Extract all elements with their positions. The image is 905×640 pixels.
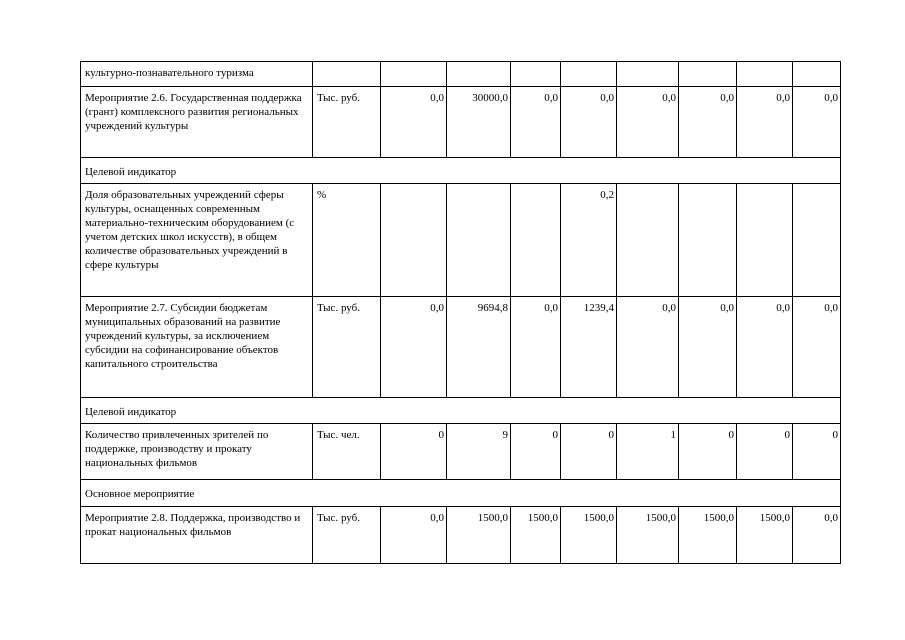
section-row — [81, 398, 841, 424]
value-cell: 0 — [679, 424, 737, 480]
value-cell: 1500,0 — [679, 507, 737, 564]
table-row — [81, 62, 841, 87]
section-label: Основное мероприятие — [81, 480, 841, 507]
value-cell — [793, 184, 841, 297]
table-row — [81, 424, 841, 480]
table-row — [81, 507, 841, 564]
value-cell — [511, 184, 561, 297]
value-cell: 0,0 — [793, 87, 841, 158]
unit-cell: Тыс. руб. — [313, 507, 381, 564]
value-cell: 0,0 — [793, 507, 841, 564]
value-cell: 0,0 — [679, 297, 737, 398]
value-cell: 0,0 — [737, 87, 793, 158]
value-cell: 1500,0 — [511, 507, 561, 564]
value-cell — [737, 184, 793, 297]
value-cell: 0,0 — [381, 297, 447, 398]
row-name-cell: Мероприятие 2.8. Поддержка, производство и прокат национальных фильмов — [81, 507, 313, 564]
unit-cell: Тыс. руб. — [313, 297, 381, 398]
value-cell: 0 — [561, 424, 617, 480]
row-name-cell: Количество привлеченных зрителей по поддержке, производству и прокату национальных фильмов — [81, 424, 313, 480]
value-cell: 30000,0 — [447, 87, 511, 158]
value-cell — [617, 184, 679, 297]
value-cell: 0,0 — [617, 87, 679, 158]
value-cell — [511, 62, 561, 87]
value-cell: 1500,0 — [737, 507, 793, 564]
value-cell: 1500,0 — [447, 507, 511, 564]
value-cell: 0,0 — [679, 87, 737, 158]
value-cell: 0 — [737, 424, 793, 480]
value-cell: 0,0 — [561, 87, 617, 158]
value-cell — [381, 62, 447, 87]
unit-cell: Тыс. чел. — [313, 424, 381, 480]
unit-cell: % — [313, 184, 381, 297]
table-row — [81, 87, 841, 158]
value-cell: 0 — [793, 424, 841, 480]
value-cell: 0,0 — [381, 87, 447, 158]
value-cell — [793, 62, 841, 87]
section-row — [81, 480, 841, 507]
value-cell — [561, 62, 617, 87]
value-cell: 0 — [381, 424, 447, 480]
value-cell: 1 — [617, 424, 679, 480]
value-cell — [617, 62, 679, 87]
value-cell: 1239,4 — [561, 297, 617, 398]
value-cell: 9694,8 — [447, 297, 511, 398]
value-cell: 0,2 — [561, 184, 617, 297]
value-cell — [447, 184, 511, 297]
section-row — [81, 158, 841, 184]
value-cell: 1500,0 — [617, 507, 679, 564]
value-cell — [679, 184, 737, 297]
value-cell: 0 — [511, 424, 561, 480]
unit-cell: Тыс. руб. — [313, 87, 381, 158]
value-cell — [737, 62, 793, 87]
value-cell: 9 — [447, 424, 511, 480]
value-cell: 0,0 — [511, 87, 561, 158]
program-table — [80, 61, 841, 564]
row-name-cell: культурно-познавательного туризма — [81, 62, 313, 87]
row-name-cell: Доля образовательных учреждений сферы культуры, оснащенных современным материально-техническим оборудованием (с учетом детских школ искусств), в общем количестве образовательных учреждений в сфере культуры — [81, 184, 313, 297]
value-cell: 0,0 — [737, 297, 793, 398]
value-cell — [447, 62, 511, 87]
value-cell: 0,0 — [617, 297, 679, 398]
value-cell: 1500,0 — [561, 507, 617, 564]
section-label: Целевой индикатор — [81, 398, 841, 424]
section-label: Целевой индикатор — [81, 158, 841, 184]
value-cell: 0,0 — [381, 507, 447, 564]
value-cell: 0,0 — [511, 297, 561, 398]
value-cell — [381, 184, 447, 297]
row-name-cell: Мероприятие 2.6. Государственная поддержка (грант) комплексного развития региональных учреждений культуры — [81, 87, 313, 158]
row-name-cell: Мероприятие 2.7. Субсидии бюджетам муниципальных образований на развитие учреждений культуры, за исключением субсидии на софинансирование объектов капитального строительства — [81, 297, 313, 398]
table-row — [81, 184, 841, 297]
table-body — [81, 62, 841, 564]
value-cell: 0,0 — [793, 297, 841, 398]
unit-cell — [313, 62, 381, 87]
value-cell — [679, 62, 737, 87]
table-row — [81, 297, 841, 398]
